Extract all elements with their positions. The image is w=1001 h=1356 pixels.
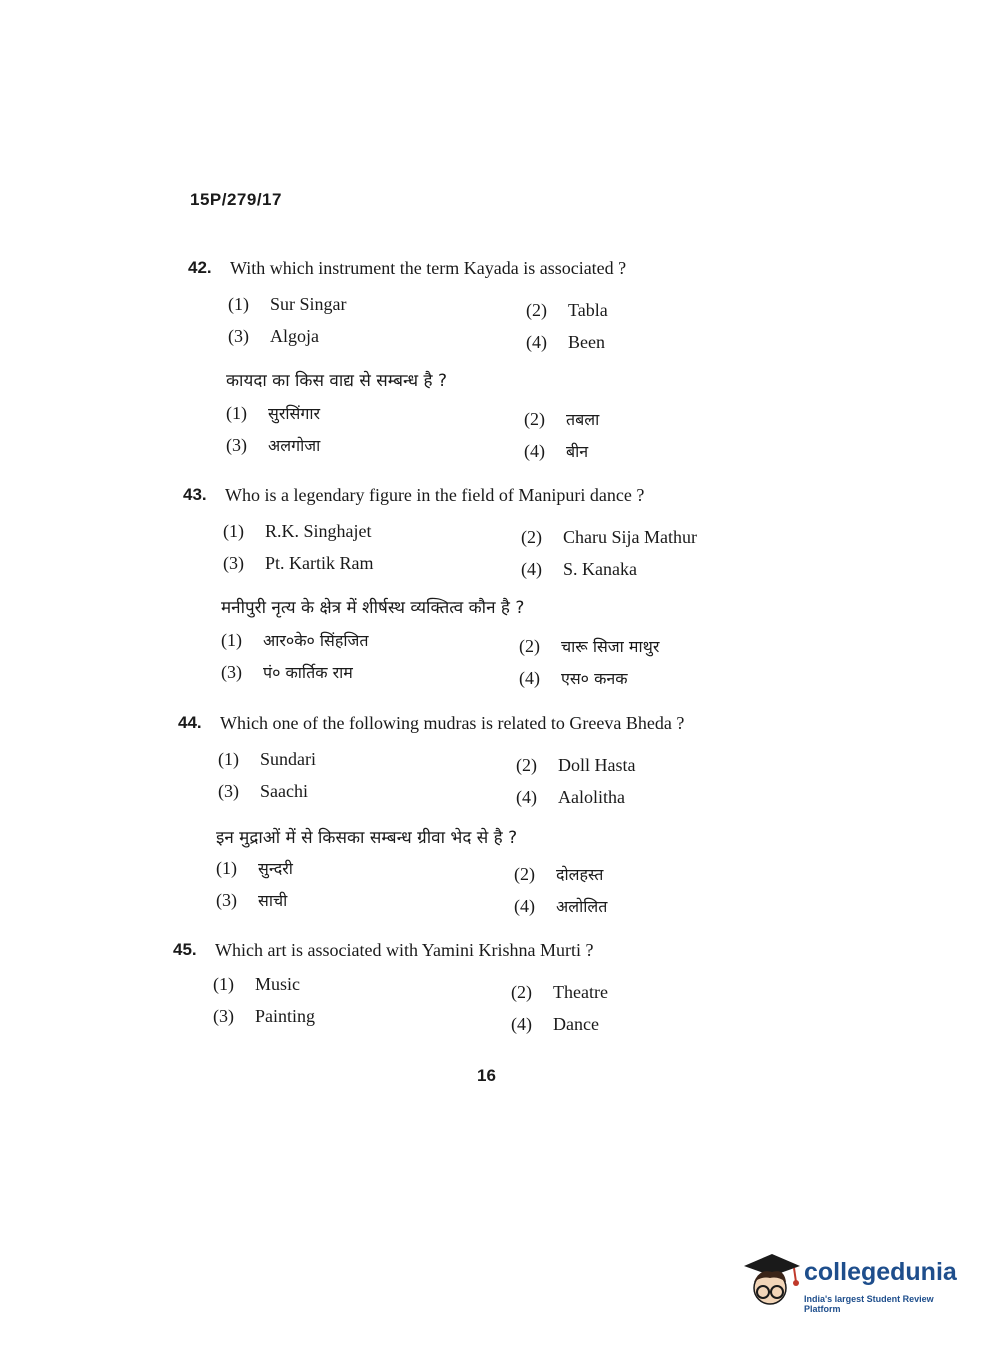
hindi-option-3: (3) साची — [216, 890, 288, 910]
option-4: (4) Aalolitha — [516, 787, 625, 807]
option-2: (2) Theatre — [511, 982, 608, 1002]
logo-brand-text: collegedunia — [804, 1258, 957, 1286]
question-45 — [173, 940, 773, 1040]
hindi-question-text: मनीपुरी नृत्य के क्षेत्र में शीर्षस्थ व्यक्तित्व कौन है ? — [221, 598, 525, 618]
option-1: (1) R.K. Singhajet — [223, 521, 372, 541]
hindi-option-2: (2) दोलहस्त — [514, 864, 604, 884]
hindi-option-4: (4) अलोलित — [514, 896, 608, 916]
mascot-icon — [742, 1252, 802, 1312]
logo-tagline: India's largest Student Review Platform — [804, 1294, 934, 1314]
option-1: (1) Sundari — [218, 749, 316, 769]
option-4: (4) S. Kanaka — [521, 559, 637, 579]
hindi-option-2: (2) तबला — [524, 409, 600, 429]
option-1: (1) Music — [213, 974, 300, 994]
hindi-option-3: (3) अलगोजा — [226, 435, 321, 455]
question-text: With which instrument the term Kayada is associated ? — [230, 258, 627, 278]
option-4: (4) Dance — [511, 1014, 599, 1034]
paper-code: 15P/279/17 — [190, 190, 282, 209]
question-text: Who is a legendary figure in the field of Manipuri dance ? — [225, 485, 645, 505]
option-3: (3) Saachi — [218, 781, 308, 801]
collegedunia-logo — [742, 1252, 972, 1312]
hindi-question-text: इन मुद्राओं में से किसका सम्बन्ध ग्रीवा भेद से है ? — [216, 828, 518, 848]
option-3: (3) Painting — [213, 1006, 316, 1026]
question-43 — [183, 485, 783, 695]
question-number: 42. — [188, 258, 212, 277]
question-number: 43. — [183, 485, 207, 504]
hindi-option-1: (1) आर०के० सिंहजित — [221, 630, 369, 650]
option-2: (2) Doll Hasta — [516, 755, 636, 775]
option-4: (4) Been — [526, 332, 605, 352]
option-2: (2) Charu Sija Mathur — [521, 527, 697, 547]
option-3: (3) Pt. Kartik Ram — [223, 553, 374, 573]
page-number: 16 — [477, 1066, 496, 1085]
hindi-question-text: कायदा का किस वाद्य से सम्बन्ध है ? — [226, 371, 447, 391]
question-42 — [188, 258, 788, 468]
option-1: (1) Sur Singar — [228, 294, 347, 314]
hindi-option-3: (3) पं० कार्तिक राम — [221, 662, 353, 682]
question-number: 44. — [178, 713, 202, 732]
hindi-option-1: (1) सुन्दरी — [216, 858, 293, 878]
question-number: 45. — [173, 940, 197, 959]
question-text: Which one of the following mudras is related to Greeva Bheda ? — [220, 713, 685, 733]
question-44 — [178, 713, 788, 923]
hindi-option-4: (4) एस० कनक — [519, 668, 628, 688]
question-text: Which art is associated with Yamini Krishna Murti ? — [215, 940, 594, 960]
hindi-option-1: (1) सुरसिंगार — [226, 403, 321, 423]
hindi-option-4: (4) बीन — [524, 441, 589, 461]
hindi-option-2: (2) चारू सिजा माथुर — [519, 636, 660, 656]
option-3: (3) Algoja — [228, 326, 319, 346]
option-2: (2) Tabla — [526, 300, 608, 320]
